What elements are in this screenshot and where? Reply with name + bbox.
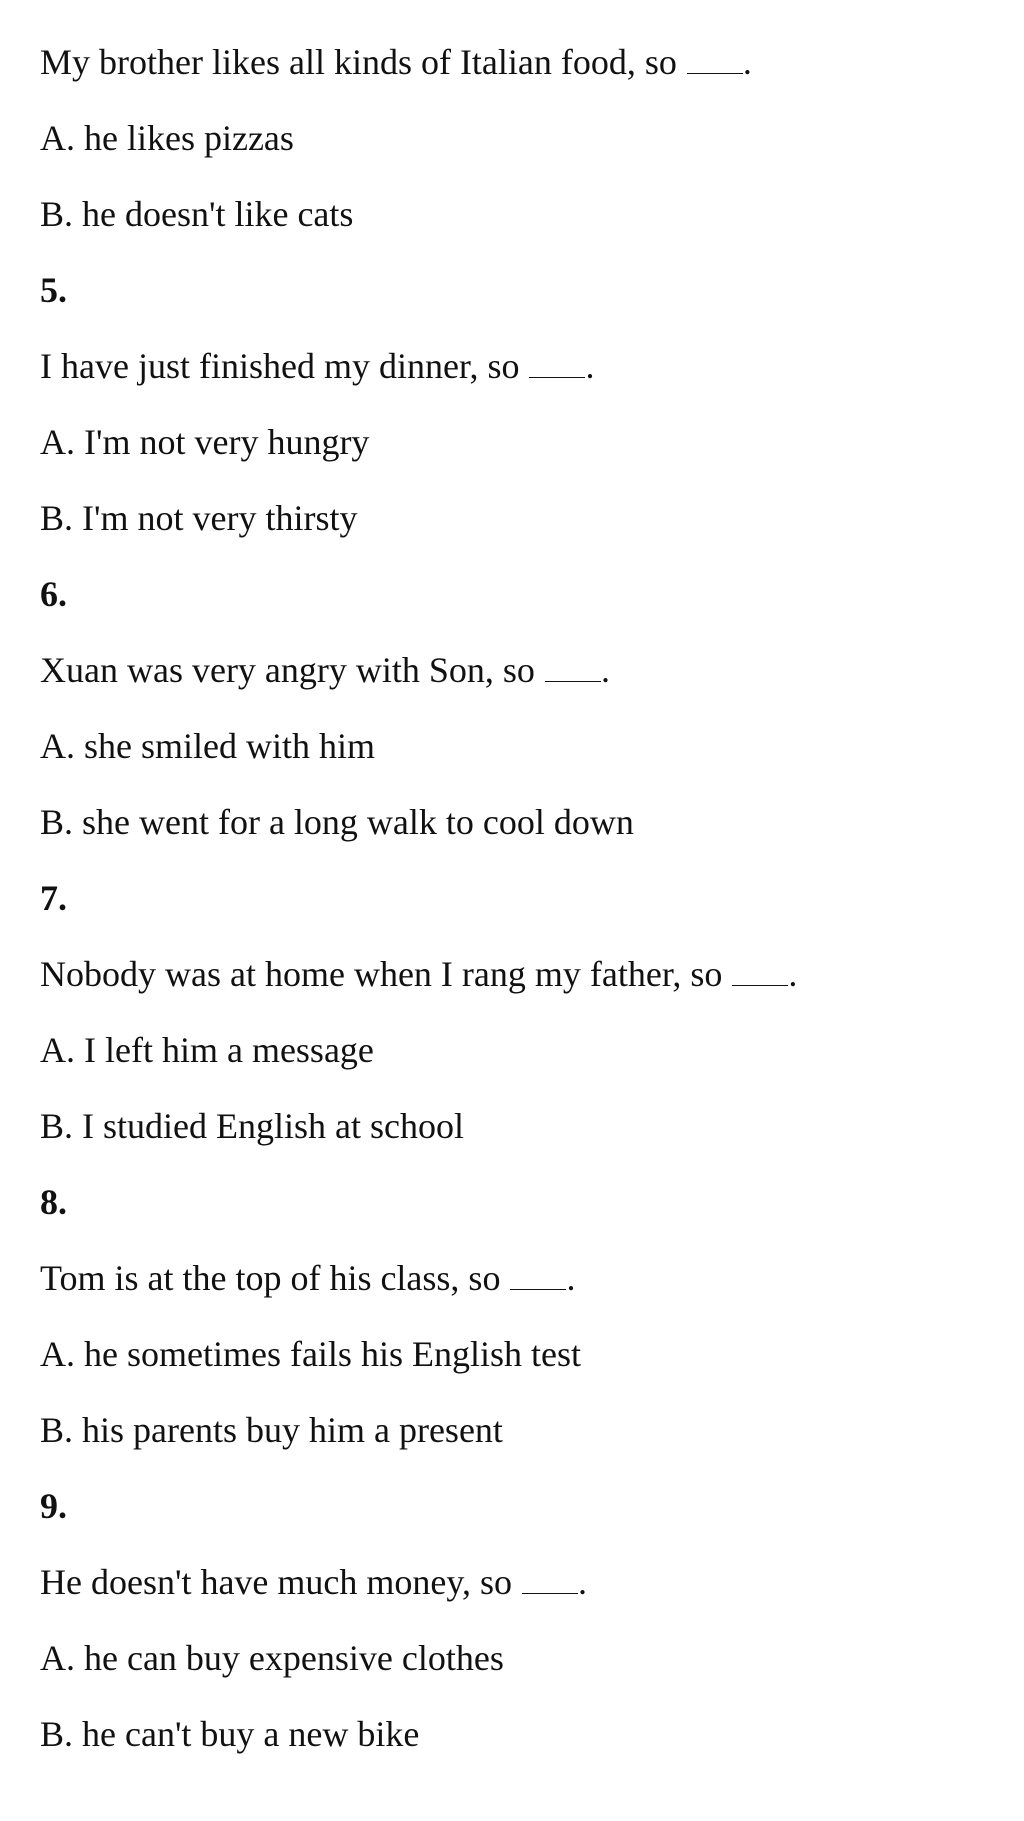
question-stem: Nobody was at home when I rang my father, so . [40, 954, 798, 994]
option-a: A. he sometimes fails his English test [40, 1334, 581, 1374]
option-b: B. I studied English at school [40, 1106, 464, 1146]
question-stem: My brother likes all kinds of Italian food, so . [40, 42, 752, 82]
answer-blank [510, 1259, 566, 1290]
answer-blank [545, 651, 601, 682]
answer-blank [732, 955, 788, 986]
option-b: B. his parents buy him a present [40, 1410, 503, 1450]
question-number: 6. [40, 574, 67, 614]
question-number: 8. [40, 1182, 67, 1222]
option-b: B. he can't buy a new bike [40, 1714, 420, 1754]
question-number: 5. [40, 270, 67, 310]
question-stem: He doesn't have much money, so . [40, 1562, 588, 1602]
option-b: B. he doesn't like cats [40, 194, 354, 234]
answer-blank [687, 43, 743, 74]
question-number: 7. [40, 878, 67, 918]
question-stem: Tom is at the top of his class, so . [40, 1258, 576, 1298]
question-stem: I have just finished my dinner, so . [40, 346, 595, 386]
option-a: A. I'm not very hungry [40, 422, 370, 462]
option-a: A. he likes pizzas [40, 118, 294, 158]
question-number: 9. [40, 1486, 67, 1526]
option-a: A. I left him a message [40, 1030, 374, 1070]
option-a: A. she smiled with him [40, 726, 375, 766]
option-a: A. he can buy expensive clothes [40, 1638, 504, 1678]
question-stem: Xuan was very angry with Son, so . [40, 650, 610, 690]
answer-blank [522, 1563, 578, 1594]
answer-blank [529, 347, 585, 378]
option-b: B. she went for a long walk to cool down [40, 802, 634, 842]
option-b: B. I'm not very thirsty [40, 498, 358, 538]
